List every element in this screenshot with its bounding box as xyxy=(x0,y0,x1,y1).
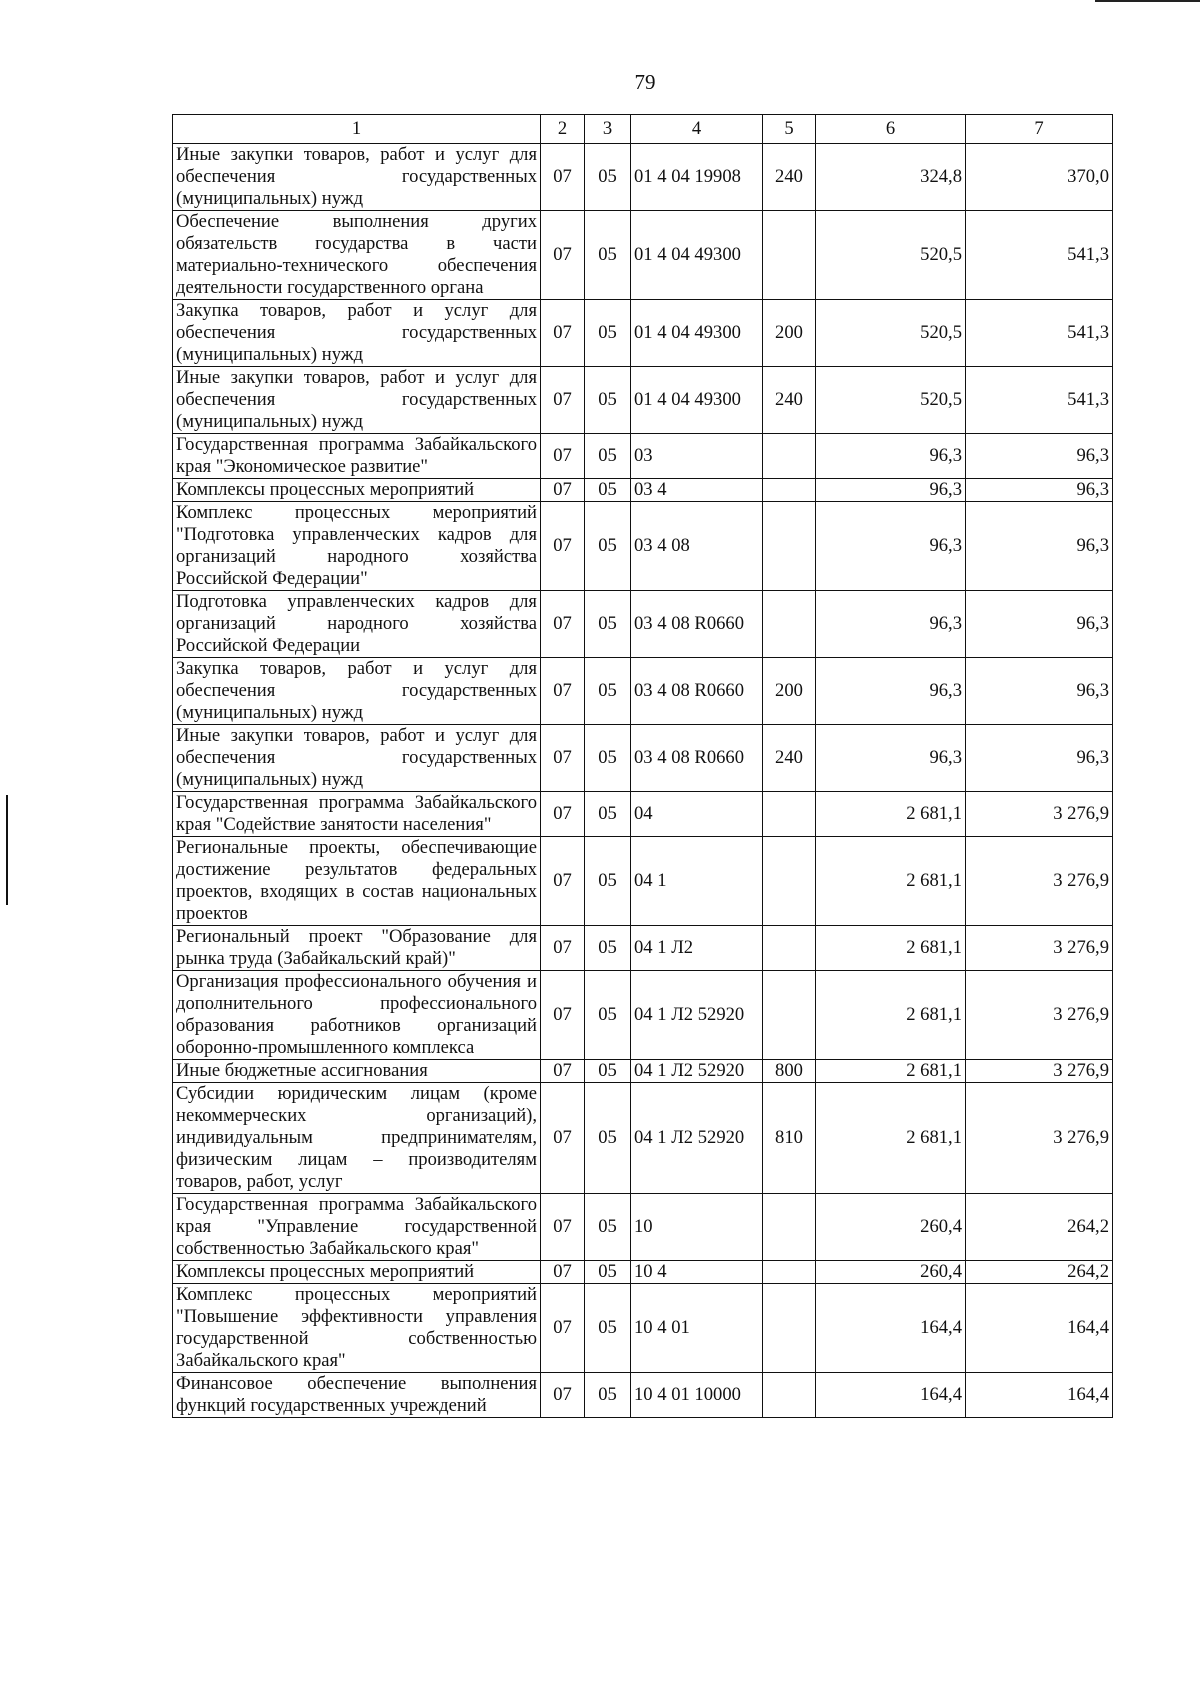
row-subsection: 05 xyxy=(585,1194,631,1261)
row-name: Финансовое обеспечение выполнения функций государственных учреждений xyxy=(173,1373,541,1418)
row-subsection: 05 xyxy=(585,1284,631,1373)
row-name: Иные бюджетные ассигнования xyxy=(173,1060,541,1083)
row-name: Иные закупки товаров, работ и услуг для обеспечения государственных (муниципальных) нужд xyxy=(173,725,541,792)
header-cell: 2 xyxy=(541,115,585,144)
row-target-code: 01 4 04 49300 xyxy=(631,300,763,367)
row-section: 07 xyxy=(541,591,585,658)
table-row xyxy=(173,591,1113,658)
row-section: 07 xyxy=(541,926,585,971)
row-amount-6: 164,4 xyxy=(816,1284,966,1373)
row-target-code: 10 xyxy=(631,1194,763,1261)
row-expense-type xyxy=(763,926,816,971)
row-subsection: 05 xyxy=(585,926,631,971)
row-amount-6: 96,3 xyxy=(816,725,966,792)
row-amount-7: 96,3 xyxy=(966,434,1113,479)
row-section: 07 xyxy=(541,1083,585,1194)
row-amount-7: 541,3 xyxy=(966,211,1113,300)
row-amount-6: 260,4 xyxy=(816,1261,966,1284)
row-section: 07 xyxy=(541,211,585,300)
table-row xyxy=(173,725,1113,792)
row-amount-7: 3 276,9 xyxy=(966,1060,1113,1083)
row-amount-6: 96,3 xyxy=(816,434,966,479)
table-row xyxy=(173,971,1113,1060)
row-amount-7: 96,3 xyxy=(966,725,1113,792)
row-expense-type xyxy=(763,502,816,591)
row-amount-7: 541,3 xyxy=(966,367,1113,434)
row-amount-6: 2 681,1 xyxy=(816,926,966,971)
row-target-code: 03 4 08 R0660 xyxy=(631,658,763,725)
row-subsection: 05 xyxy=(585,479,631,502)
row-target-code: 04 xyxy=(631,792,763,837)
row-target-code: 01 4 04 49300 xyxy=(631,211,763,300)
row-name: Иные закупки товаров, работ и услуг для обеспечения государственных (муниципальных) нужд xyxy=(173,144,541,211)
row-amount-7: 3 276,9 xyxy=(966,926,1113,971)
row-target-code: 01 4 04 49300 xyxy=(631,367,763,434)
row-section: 07 xyxy=(541,502,585,591)
row-amount-7: 264,2 xyxy=(966,1261,1113,1284)
row-amount-7: 3 276,9 xyxy=(966,1083,1113,1194)
row-expense-type xyxy=(763,591,816,658)
table-row xyxy=(173,1060,1113,1083)
row-section: 07 xyxy=(541,971,585,1060)
row-amount-7: 96,3 xyxy=(966,591,1113,658)
row-amount-6: 96,3 xyxy=(816,591,966,658)
row-subsection: 05 xyxy=(585,1261,631,1284)
row-target-code: 03 xyxy=(631,434,763,479)
table-row xyxy=(173,479,1113,502)
header-cell: 1 xyxy=(173,115,541,144)
row-section: 07 xyxy=(541,725,585,792)
row-name: Комплекс процессных мероприятий "Повышение эффективности управления государственной собственностью Забайкальского края" xyxy=(173,1284,541,1373)
row-subsection: 05 xyxy=(585,144,631,211)
row-expense-type xyxy=(763,1194,816,1261)
row-subsection: 05 xyxy=(585,1060,631,1083)
row-target-code: 04 1 Л2 52920 xyxy=(631,1083,763,1194)
table-row xyxy=(173,926,1113,971)
table-row xyxy=(173,502,1113,591)
table-row xyxy=(173,1083,1113,1194)
row-name: Закупка товаров, работ и услуг для обеспечения государственных (муниципальных) нужд xyxy=(173,658,541,725)
row-expense-type xyxy=(763,1261,816,1284)
row-amount-6: 520,5 xyxy=(816,211,966,300)
row-name: Региональные проекты, обеспечивающие достижение результатов федеральных проектов, входящих в состав национальных проектов xyxy=(173,837,541,926)
row-expense-type xyxy=(763,434,816,479)
row-section: 07 xyxy=(541,1373,585,1418)
row-subsection: 05 xyxy=(585,434,631,479)
row-section: 07 xyxy=(541,479,585,502)
row-target-code: 04 1 xyxy=(631,837,763,926)
row-amount-6: 2 681,1 xyxy=(816,792,966,837)
row-section: 07 xyxy=(541,367,585,434)
row-expense-type xyxy=(763,792,816,837)
row-section: 07 xyxy=(541,792,585,837)
row-amount-7: 541,3 xyxy=(966,300,1113,367)
row-amount-7: 164,4 xyxy=(966,1373,1113,1418)
row-amount-6: 2 681,1 xyxy=(816,1060,966,1083)
row-amount-6: 520,5 xyxy=(816,367,966,434)
row-section: 07 xyxy=(541,300,585,367)
row-amount-6: 2 681,1 xyxy=(816,971,966,1060)
row-expense-type xyxy=(763,211,816,300)
row-section: 07 xyxy=(541,1261,585,1284)
scan-mark xyxy=(6,795,8,905)
row-target-code: 03 4 08 R0660 xyxy=(631,591,763,658)
row-subsection: 05 xyxy=(585,971,631,1060)
row-amount-6: 324,8 xyxy=(816,144,966,211)
row-amount-6: 96,3 xyxy=(816,502,966,591)
table-row xyxy=(173,367,1113,434)
row-amount-7: 96,3 xyxy=(966,479,1113,502)
row-section: 07 xyxy=(541,434,585,479)
table-row xyxy=(173,211,1113,300)
row-expense-type: 240 xyxy=(763,144,816,211)
row-target-code: 03 4 xyxy=(631,479,763,502)
row-amount-7: 96,3 xyxy=(966,658,1113,725)
header-row xyxy=(173,115,1113,144)
header-cell: 6 xyxy=(816,115,966,144)
row-amount-7: 164,4 xyxy=(966,1284,1113,1373)
row-subsection: 05 xyxy=(585,211,631,300)
row-amount-6: 520,5 xyxy=(816,300,966,367)
row-expense-type xyxy=(763,1373,816,1418)
row-target-code: 01 4 04 19908 xyxy=(631,144,763,211)
row-amount-6: 2 681,1 xyxy=(816,1083,966,1194)
row-target-code: 03 4 08 R0660 xyxy=(631,725,763,792)
row-expense-type xyxy=(763,837,816,926)
row-subsection: 05 xyxy=(585,591,631,658)
row-section: 07 xyxy=(541,1194,585,1261)
table-row xyxy=(173,792,1113,837)
row-section: 07 xyxy=(541,1284,585,1373)
row-name: Иные закупки товаров, работ и услуг для обеспечения государственных (муниципальных) нужд xyxy=(173,367,541,434)
row-name: Закупка товаров, работ и услуг для обеспечения государственных (муниципальных) нужд xyxy=(173,300,541,367)
row-name: Комплексы процессных мероприятий xyxy=(173,479,541,502)
table-row xyxy=(173,1194,1113,1261)
row-target-code: 04 1 Л2 52920 xyxy=(631,971,763,1060)
row-subsection: 05 xyxy=(585,837,631,926)
row-amount-6: 96,3 xyxy=(816,658,966,725)
row-amount-7: 264,2 xyxy=(966,1194,1113,1261)
row-target-code: 10 4 xyxy=(631,1261,763,1284)
row-amount-7: 96,3 xyxy=(966,502,1113,591)
row-name: Комплексы процессных мероприятий xyxy=(173,1261,541,1284)
row-section: 07 xyxy=(541,1060,585,1083)
row-name: Государственная программа Забайкальского края "Управление государственной собственностью Забайкальского края" xyxy=(173,1194,541,1261)
row-amount-6: 164,4 xyxy=(816,1373,966,1418)
row-target-code: 04 1 Л2 52920 xyxy=(631,1060,763,1083)
row-amount-6: 96,3 xyxy=(816,479,966,502)
table-row xyxy=(173,1261,1113,1284)
row-amount-7: 370,0 xyxy=(966,144,1113,211)
row-subsection: 05 xyxy=(585,367,631,434)
row-name: Обеспечение выполнения других обязательств государства в части материально-технического обеспечения деятельности государственного органа xyxy=(173,211,541,300)
row-name: Региональный проект "Образование для рынка труда (Забайкальский край)" xyxy=(173,926,541,971)
row-amount-7: 3 276,9 xyxy=(966,837,1113,926)
table-row xyxy=(173,144,1113,211)
table-row xyxy=(173,837,1113,926)
row-target-code: 10 4 01 xyxy=(631,1284,763,1373)
row-expense-type xyxy=(763,971,816,1060)
row-section: 07 xyxy=(541,837,585,926)
row-subsection: 05 xyxy=(585,502,631,591)
row-target-code: 10 4 01 10000 xyxy=(631,1373,763,1418)
top-rule xyxy=(1095,0,1200,2)
row-amount-6: 2 681,1 xyxy=(816,837,966,926)
header-cell: 7 xyxy=(966,115,1113,144)
row-subsection: 05 xyxy=(585,1373,631,1418)
row-expense-type: 200 xyxy=(763,300,816,367)
row-name: Организация профессионального обучения и дополнительного профессионального образования работников организаций оборонно-промышленного комплекса xyxy=(173,971,541,1060)
row-target-code: 04 1 Л2 xyxy=(631,926,763,971)
row-expense-type: 200 xyxy=(763,658,816,725)
page-number: 79 xyxy=(634,70,656,94)
row-expense-type xyxy=(763,479,816,502)
table-row xyxy=(173,300,1113,367)
budget-table xyxy=(172,114,1113,1418)
row-name: Государственная программа Забайкальского края "Экономическое развитие" xyxy=(173,434,541,479)
row-amount-7: 3 276,9 xyxy=(966,792,1113,837)
row-name: Комплекс процессных мероприятий "Подготовка управленческих кадров для организаций народного хозяйства Российской Федерации" xyxy=(173,502,541,591)
row-subsection: 05 xyxy=(585,658,631,725)
row-expense-type: 810 xyxy=(763,1083,816,1194)
row-subsection: 05 xyxy=(585,300,631,367)
header-cell: 4 xyxy=(631,115,763,144)
row-amount-7: 3 276,9 xyxy=(966,971,1113,1060)
row-amount-6: 260,4 xyxy=(816,1194,966,1261)
row-name: Субсидии юридическим лицам (кроме некоммерческих организаций), индивидуальным предпринимателям, физическим лицам – производителям товаров, работ, услуг xyxy=(173,1083,541,1194)
row-section: 07 xyxy=(541,144,585,211)
row-expense-type xyxy=(763,1284,816,1373)
header-cell: 5 xyxy=(763,115,816,144)
row-expense-type: 240 xyxy=(763,367,816,434)
table-row xyxy=(173,658,1113,725)
row-expense-type: 240 xyxy=(763,725,816,792)
row-name: Государственная программа Забайкальского края "Содействие занятости населения" xyxy=(173,792,541,837)
row-section: 07 xyxy=(541,658,585,725)
row-expense-type: 800 xyxy=(763,1060,816,1083)
table-row xyxy=(173,1284,1113,1373)
row-subsection: 05 xyxy=(585,792,631,837)
table-row xyxy=(173,434,1113,479)
row-target-code: 03 4 08 xyxy=(631,502,763,591)
header-cell: 3 xyxy=(585,115,631,144)
row-subsection: 05 xyxy=(585,1083,631,1194)
table-row xyxy=(173,1373,1113,1418)
row-subsection: 05 xyxy=(585,725,631,792)
row-name: Подготовка управленческих кадров для организаций народного хозяйства Российской Федерации xyxy=(173,591,541,658)
